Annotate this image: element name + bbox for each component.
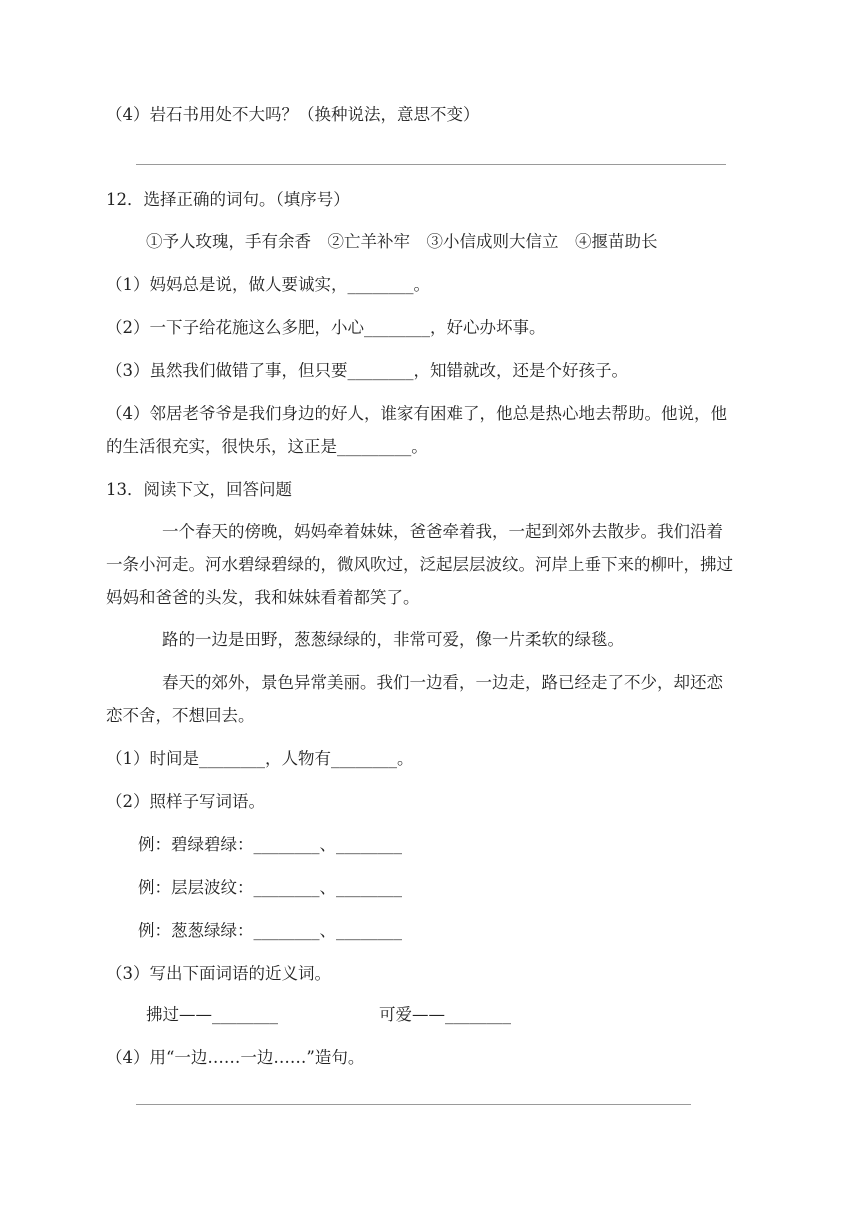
q13-sub3-left: 拂过——________ <box>146 1005 278 1024</box>
q13-sub2-example-1: 例：碧绿碧绿：________、________ <box>138 835 402 854</box>
q13-sub2-example-2: 例：层层波纹：________、________ <box>138 878 402 897</box>
q12-item-2: （2）一下子给花施这么多肥，小心________，好心办坏事。 <box>106 318 546 337</box>
q13-sub1: （1）时间是________，人物有________。 <box>106 749 414 768</box>
passage-line-1: 一个春天的傍晚，妈妈牵着妹妹，爸爸牵着我，一起到郊外去散步。我们沿着 <box>162 522 723 541</box>
passage-line-2: 一条小河走。河水碧绿碧绿的，微风吹过，泛起层层波纹。河岸上垂下来的柳叶，拂过 <box>106 555 733 574</box>
passage-line-4: 路的一边是田野，葱葱绿绿的，非常可爱，像一片柔软的绿毯。 <box>162 630 624 649</box>
q12-item-4: （4）邻居老爷爷是我们身边的好人，谁家有困难了，他总是热心地去帮助。他说，他 <box>106 404 727 423</box>
q13-sub2-example-3: 例：葱葱绿绿：________、________ <box>138 921 402 940</box>
q13-sub4: （4）用“一边……一边……”造句。 <box>106 1048 365 1067</box>
q12-item-3: （3）虽然我们做错了事，但只要________，知错就改，还是个好孩子。 <box>106 361 628 380</box>
q12-title: 12．选择正确的词句。（填序号） <box>106 190 350 209</box>
q13-sub2-title: （2）照样子写词语。 <box>106 792 265 811</box>
q13-title: 13．阅读下文，回答问题 <box>106 480 292 499</box>
q13-sub3-right: 可爱——________ <box>379 1005 511 1024</box>
q13-sub3-title: （3）写出下面词语的近义词。 <box>106 964 331 983</box>
answer-line-q11[interactable] <box>136 164 726 165</box>
q11-sub4: （4）岩石书用处不大吗？（换种说法，意思不变） <box>106 105 480 124</box>
passage-line-5: 春天的郊外，景色异常美丽。我们一边看，一边走，路已经走了不少，却还恋 <box>162 673 723 692</box>
q12-item-1: （1）妈妈总是说，做人要诚实，________。 <box>106 275 430 294</box>
passage-line-3: 妈妈和爸爸的头发，我和妹妹看着都笑了。 <box>106 588 420 607</box>
answer-line-q13[interactable] <box>136 1104 691 1105</box>
q12-options: ①予人玫瑰，手有余香 ②亡羊补牢 ③小信成则大信立 ④揠苗助长 <box>146 232 658 251</box>
passage-line-6: 恋不舍，不想回去。 <box>106 706 255 725</box>
q12-item-4-cont: 的生活很充实，很快乐，这正是_________。 <box>106 437 428 456</box>
